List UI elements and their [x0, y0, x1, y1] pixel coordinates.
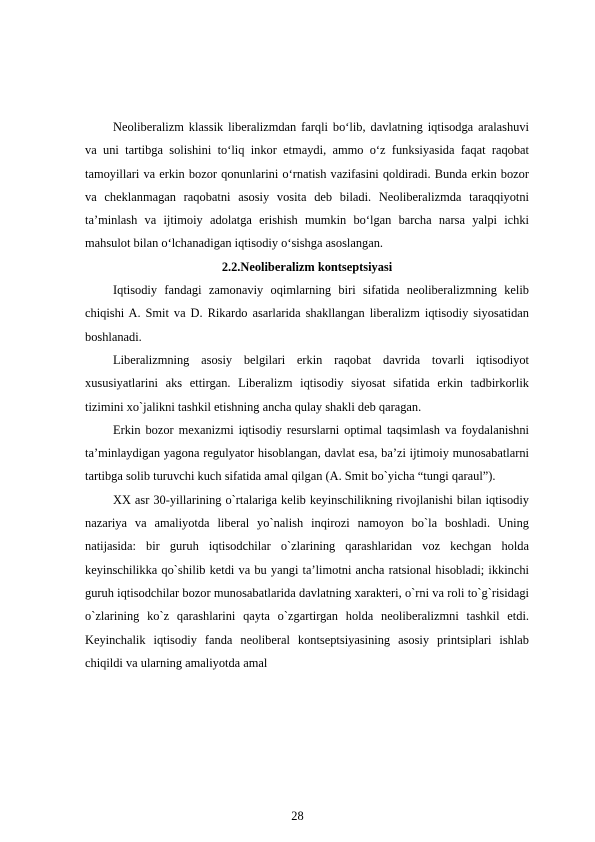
paragraph-neoliberalizm-intro: Neoliberalizm klassik liberalizmdan farqli boʻlib, davlatning iqtisodga aralashuvi va uni tartibga solishini to‘liq inkor etmaydi, ammo o‘z funksiyasida faqat raqobat tamoyillari va erkin bozor qonunlarini o‘rnatish vazifasini qoldiradi. Bunda erkin bozor va cheklanmagan raqobatni asosiy vosita deb biladi. Neoliberalizmda taraqqiyotni taʼminlash va ijtimoiy adolatga erishish mumkin bo‘lgan barcha narsa yalpi ichki mahsulot bilan o‘lchanadigan iqtisodiy o‘sishga asoslangan. — [85, 120, 529, 251]
paragraph-liberalism-features: Liberalizmning asosiy belgilari erkin raqobat davrida tovarli iqtisodiyot xususiyatlarini aks ettirgan. Liberalizm iqtisodiy siyosat sifatida erkin tadbirkorlik tizimini xo`jalikni tashkil etishning ancha qulay shakli deb qaragan. — [85, 352, 529, 414]
paragraph-origins: Iqtisodiy fandagi zamonaviy oqimlarning biri sifatida neoliberalizmning kelib chiqishi A. Smit va D. Rikardo asarlarida shakllangan liberalizm iqtisodiy siyosatidan boshlanadi. — [85, 283, 529, 344]
page-number: 28 — [291, 809, 304, 823]
page-body — [85, 116, 529, 675]
paragraph-free-market: Erkin bozor mexanizmi iqtisodiy resurslarni optimal taqsimlash va foydalanishni ta’minlaydigan yagona regulyator hisoblangan, davlat esa, ba’zi ijtimoiy munosabatlarni tartibga solib turuvchi kuch sifatida amal qilgan (A. Smit bo`yicha “tungi qaraul”). — [85, 422, 529, 484]
paragraph-20th-century: XX asr 30-yillarining o`rtalariga kelib keyinschilikning rivojlanishi bilan iqtisodiy nazariya va amaliyotda liberal yo`nalish inqirozi namoyon bo`la boshladi. Uning natijasida: bir guruh iqtisodchilar o`zlarining qarashlaridan voz kechgan holda keyinschilikka qo`shilib ketdi va bu yangi ta’limotni ancha ratsional hisobladi; ikkinchi guruh iqtisodchilar bozor munosabatlarida davlatning xarakteri, o`rni va roli to`g`risidagi o`zlarining ko`z qarashlarini qayta o`zgartirgan holda neoliberalizmni tashkil etdi. Keyinchalik iqtisodiy fanda neoliberal kontseptsiyasining asosiy printsiplari ishlab chiqildi va ularning amaliyotda amal — [85, 492, 529, 670]
section-heading: 2.2.Neoliberalizm kontseptsiyasi — [221, 259, 393, 274]
